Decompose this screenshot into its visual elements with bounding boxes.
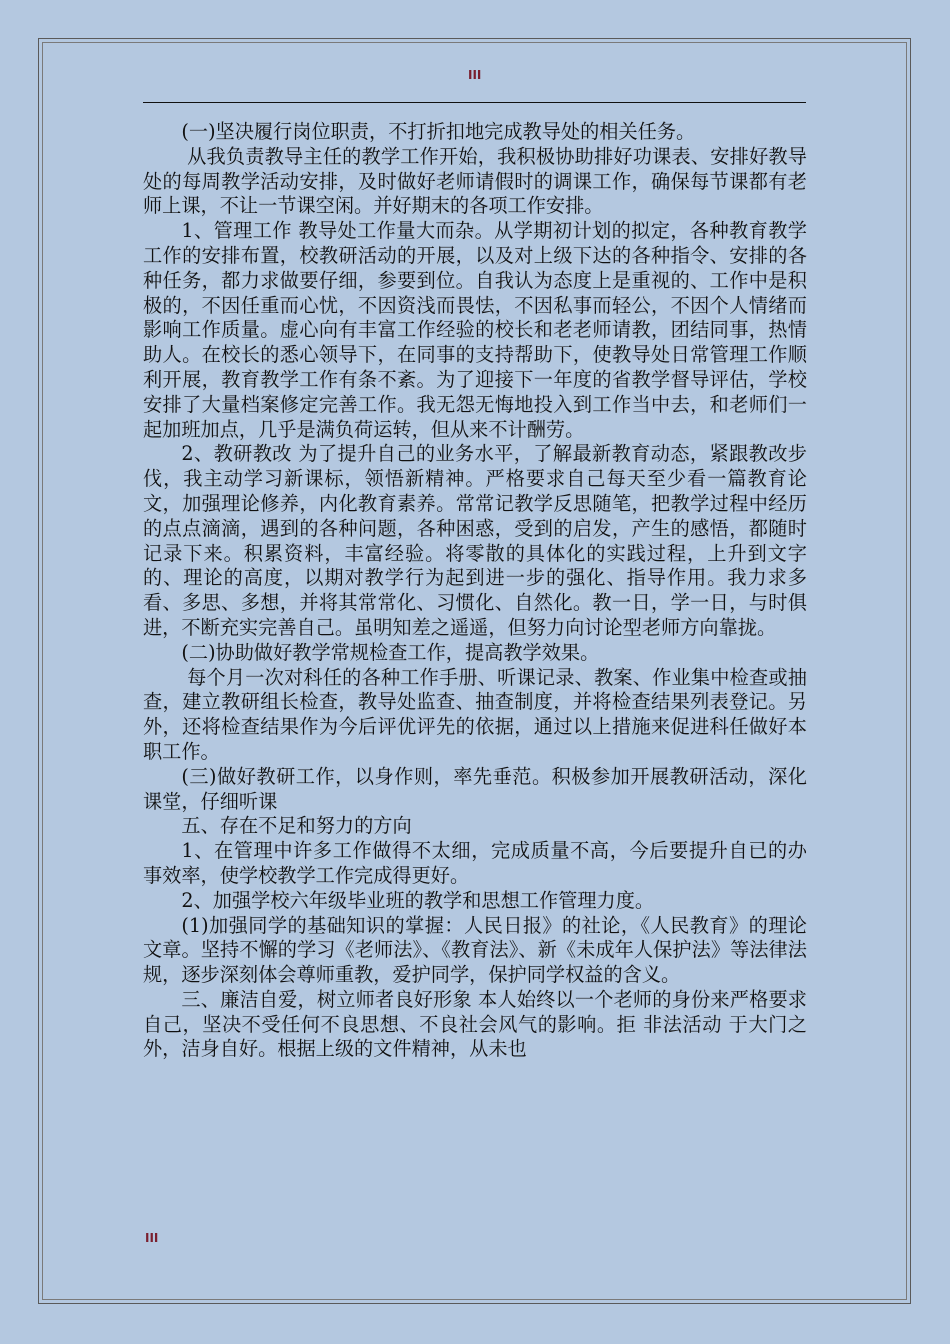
document-body <box>143 120 807 1062</box>
header-rule <box>143 102 806 103</box>
footer-mark: III <box>145 1231 159 1245</box>
paragraph-12: 三、廉洁自爱，树立师者良好形象 本人始终以一个老师的身份来严格要求自己，坚决不受任何不良思想、不良社会风气的影响。拒 非法活动 于大门之外，洁身自好。根据上级的文件精神，从未也 <box>143 987 807 1061</box>
paragraph-10: 2、加强学校六年级毕业班的教学和思想工作管理力度。 <box>181 888 655 912</box>
paragraph-1: (一)坚决履行岗位职责，不打折扣地完成教导处的相关任务。 <box>181 120 696 143</box>
paragraph-9: 1、在管理中许多工作做得不太细，完成质量不高，今后要提升自已的办事效率，使学校教学工作完成得更好。 <box>143 839 807 887</box>
paragraph-6: 每个月一次对科任的各种工作手册、听课记录、教案、作业集中检查或抽查，建立教研组长检查，教导处监查、抽查制度，并将检查结果列表登记。另外，还将检查结果作为今后评优评先的依据，通过以上措施来促进科任做好本职工作。 <box>143 665 807 763</box>
paragraph-4: 2、教研教改 为了提升自己的业务水平，了解最新教育动态，紧跟教改步伐，我主动学习新课标，领悟新精神。严格要求自己每天至少看一篇教育论文，加强理论修养，内化教育素养。常常记教学反思随笔，把教学过程中经历的点点滴滴，遇到的各种问题，各种困惑，受到的启发，产生的感悟，都随时记录下来。积累资料，丰富经验。将零散的具体化的实践过程，上升到文字的、理论的高度，以期对教学行为起到进一步的强化、指导作用。我力求多看、多思、多想，并将其常常化、习惯化、自然化。教一日，学一日，与时俱进，不断充实完善自己。虽明知差之遥遥，但努力向讨论型老师方向靠拢。 <box>143 442 807 639</box>
header-mark: III <box>468 68 482 82</box>
paragraph-8: 五、存在不足和努力的方向 <box>181 814 412 838</box>
paragraph-11: (1)加强同学的基础知识的掌握：人民日报》的社论，《人民教育》的理论文章。坚持不懈的学习《老师法》、《教育法》、新《未成年人保护法》等法律法规，逐步深刻体会尊师重教，爱护同学，保护同学权益的含义。 <box>143 913 807 987</box>
paragraph-5: (二)协助做好教学常规检查工作，提高教学效果。 <box>181 640 600 664</box>
paragraph-3: 1、管理工作 教导处工作量大而杂。从学期初计划的拟定，各种教育教学工作的安排布置，校教研活动的开展，以及对上级下达的各种指令、安排的各种任务，都力求做要仔细，参要到位。自我认为态度上是重视的、工作中是积极的，不因任重而心忧，不因资浅而畏怯，不因私事而轻公，不因个人情绪而影响工作质量。虚心向有丰富工作经验的校长和老老师请教，团结同事，热情助人。在校长的悉心领导下，在同事的支持帮助下，使教导处日常管理工作顺利开展，教育教学工作有条不紊。为了迎接下一年度的省教学督导评估，学校安排了大量档案修定完善工作。我无怨无悔地投入到工作当中去，和老师们一起加班加点，几乎是满负荷运转，但从来不计酬劳。 <box>143 219 807 441</box>
paragraph-7: (三)做好教研工作，以身作则，率先垂范。积极参加开展教研活动，深化课堂，仔细听课 <box>143 764 807 813</box>
paragraph-2: 从我负责教导主任的教学工作开始，我积极协助排好功课表、安排好教导处的每周教学活动安排，及时做好老师请假时的调课工作，确保每节课都有老师上课，不让一节课空闲。并好期末的各项工作安排。 <box>143 144 807 218</box>
